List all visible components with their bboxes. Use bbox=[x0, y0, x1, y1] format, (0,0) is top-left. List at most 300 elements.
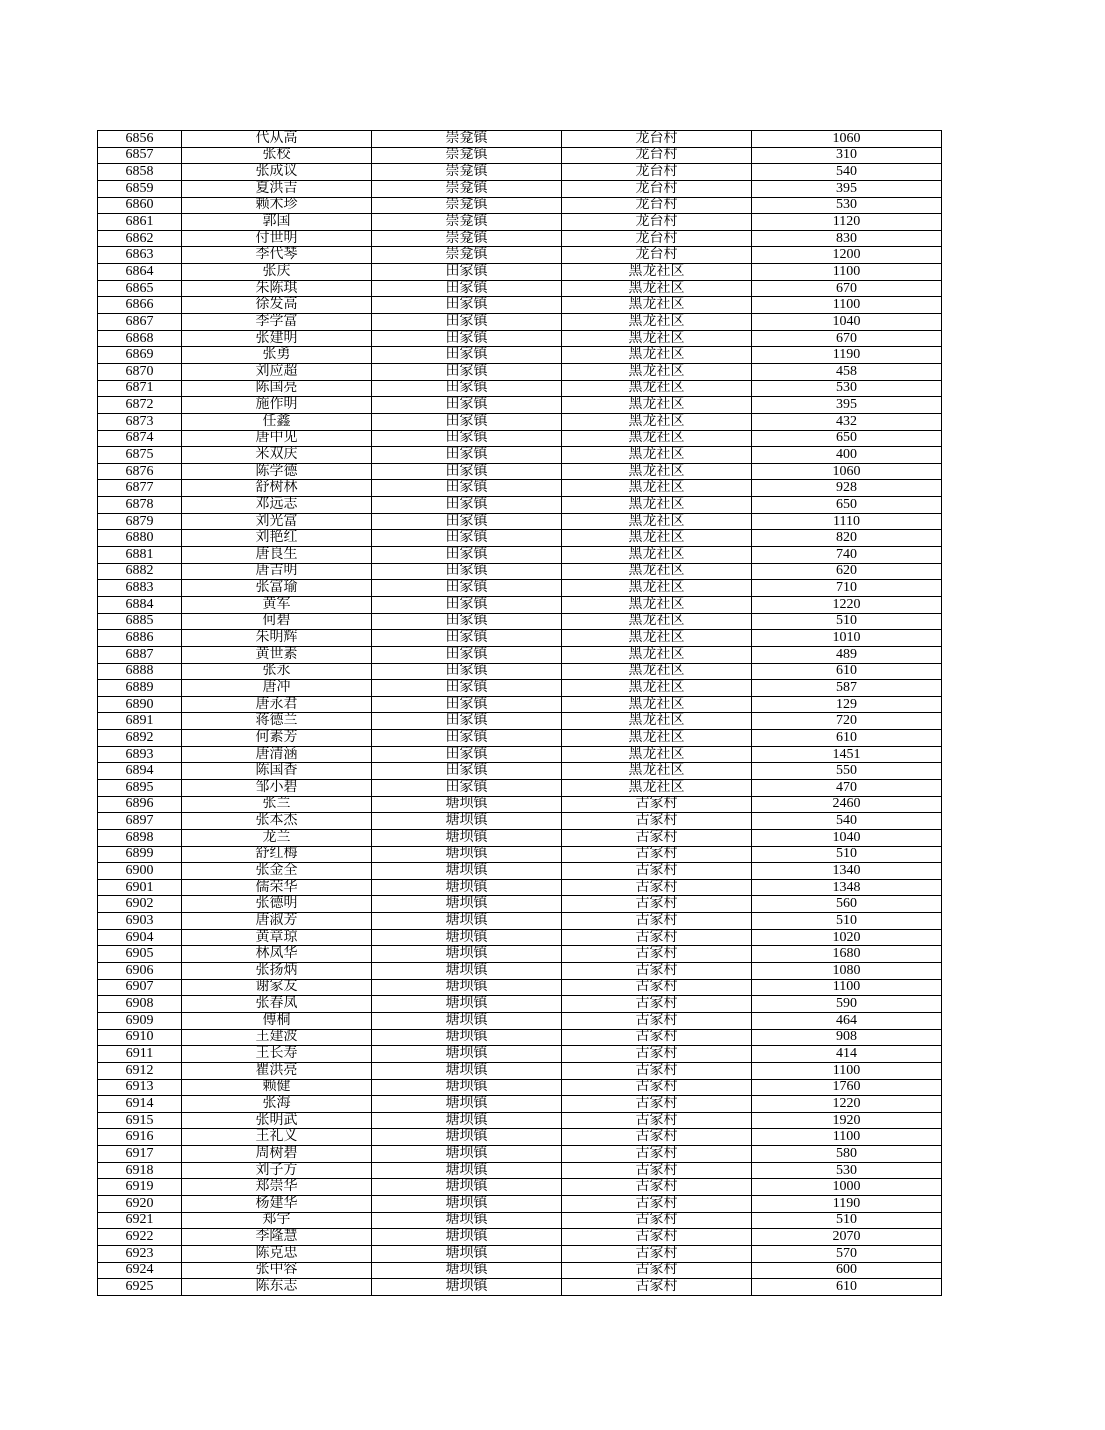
cell-name: 郑宇 bbox=[182, 1212, 372, 1229]
cell-name: 付世明 bbox=[182, 230, 372, 247]
table-row bbox=[98, 1245, 942, 1262]
table-row bbox=[98, 879, 942, 896]
cell-index: 6862 bbox=[98, 230, 182, 247]
cell-village: 黑龙社区 bbox=[562, 363, 752, 380]
cell-town: 塘坝镇 bbox=[372, 1229, 562, 1246]
cell-village: 黑龙社区 bbox=[562, 330, 752, 347]
cell-name: 唐清涵 bbox=[182, 746, 372, 763]
table-row bbox=[98, 1146, 942, 1163]
cell-village: 古家村 bbox=[562, 1229, 752, 1246]
table-row bbox=[98, 363, 942, 380]
table-row bbox=[98, 197, 942, 214]
table-row bbox=[98, 480, 942, 497]
cell-name: 瞿洪亮 bbox=[182, 1062, 372, 1079]
cell-village: 黑龙社区 bbox=[562, 580, 752, 597]
cell-village: 古家村 bbox=[562, 913, 752, 930]
cell-index: 6925 bbox=[98, 1279, 182, 1296]
cell-amount: 1920 bbox=[752, 1112, 942, 1129]
cell-town: 田家镇 bbox=[372, 347, 562, 364]
cell-town: 田家镇 bbox=[372, 280, 562, 297]
cell-village: 黑龙社区 bbox=[562, 680, 752, 697]
cell-town: 田家镇 bbox=[372, 663, 562, 680]
cell-village: 黑龙社区 bbox=[562, 447, 752, 464]
cell-name: 夏洪吉 bbox=[182, 180, 372, 197]
cell-village: 龙台村 bbox=[562, 230, 752, 247]
cell-index: 6870 bbox=[98, 363, 182, 380]
cell-name: 黄章琼 bbox=[182, 929, 372, 946]
cell-amount: 650 bbox=[752, 430, 942, 447]
cell-amount: 1100 bbox=[752, 264, 942, 281]
cell-town: 田家镇 bbox=[372, 646, 562, 663]
cell-town: 崇龛镇 bbox=[372, 247, 562, 264]
cell-index: 6903 bbox=[98, 913, 182, 930]
cell-village: 古家村 bbox=[562, 1062, 752, 1079]
cell-amount: 458 bbox=[752, 363, 942, 380]
cell-village: 古家村 bbox=[562, 1112, 752, 1129]
cell-index: 6858 bbox=[98, 164, 182, 181]
cell-index: 6917 bbox=[98, 1146, 182, 1163]
cell-village: 黑龙社区 bbox=[562, 696, 752, 713]
table-row bbox=[98, 696, 942, 713]
cell-amount: 600 bbox=[752, 1262, 942, 1279]
table-row bbox=[98, 230, 942, 247]
cell-name: 朱陈琪 bbox=[182, 280, 372, 297]
cell-index: 6871 bbox=[98, 380, 182, 397]
cell-name: 张庆 bbox=[182, 264, 372, 281]
table-row bbox=[98, 1012, 942, 1029]
cell-village: 黑龙社区 bbox=[562, 547, 752, 564]
cell-town: 田家镇 bbox=[372, 680, 562, 697]
cell-amount: 550 bbox=[752, 763, 942, 780]
cell-amount: 610 bbox=[752, 730, 942, 747]
cell-village: 古家村 bbox=[562, 896, 752, 913]
cell-village: 黑龙社区 bbox=[562, 463, 752, 480]
cell-name: 王长寿 bbox=[182, 1046, 372, 1063]
cell-name: 邹小碧 bbox=[182, 779, 372, 796]
table-row bbox=[98, 630, 942, 647]
cell-amount: 650 bbox=[752, 497, 942, 514]
cell-town: 塘坝镇 bbox=[372, 996, 562, 1013]
table-row bbox=[98, 1196, 942, 1213]
cell-town: 田家镇 bbox=[372, 547, 562, 564]
cell-amount: 1100 bbox=[752, 979, 942, 996]
cell-name: 米双庆 bbox=[182, 447, 372, 464]
cell-village: 古家村 bbox=[562, 1179, 752, 1196]
cell-index: 6896 bbox=[98, 796, 182, 813]
cell-index: 6879 bbox=[98, 513, 182, 530]
table-row bbox=[98, 1029, 942, 1046]
cell-name: 唐中见 bbox=[182, 430, 372, 447]
table-row bbox=[98, 280, 942, 297]
cell-village: 古家村 bbox=[562, 1046, 752, 1063]
cell-amount: 510 bbox=[752, 846, 942, 863]
cell-name: 唐冲 bbox=[182, 680, 372, 697]
cell-name: 张富瑜 bbox=[182, 580, 372, 597]
cell-index: 6901 bbox=[98, 879, 182, 896]
cell-amount: 560 bbox=[752, 896, 942, 913]
cell-name: 赖术珍 bbox=[182, 197, 372, 214]
cell-amount: 2460 bbox=[752, 796, 942, 813]
cell-village: 龙台村 bbox=[562, 214, 752, 231]
cell-amount: 510 bbox=[752, 613, 942, 630]
cell-village: 古家村 bbox=[562, 963, 752, 980]
cell-village: 古家村 bbox=[562, 863, 752, 880]
cell-index: 6864 bbox=[98, 264, 182, 281]
cell-town: 田家镇 bbox=[372, 297, 562, 314]
cell-name: 张兰 bbox=[182, 796, 372, 813]
cell-village: 古家村 bbox=[562, 1096, 752, 1113]
cell-name: 李隆慧 bbox=[182, 1229, 372, 1246]
cell-amount: 540 bbox=[752, 164, 942, 181]
cell-name: 唐永君 bbox=[182, 696, 372, 713]
cell-town: 塘坝镇 bbox=[372, 1129, 562, 1146]
table-row bbox=[98, 979, 942, 996]
table-row bbox=[98, 214, 942, 231]
cell-name: 陈学德 bbox=[182, 463, 372, 480]
cell-village: 古家村 bbox=[562, 1029, 752, 1046]
cell-name: 徐发高 bbox=[182, 297, 372, 314]
cell-index: 6873 bbox=[98, 413, 182, 430]
cell-name: 张扬炳 bbox=[182, 963, 372, 980]
cell-village: 黑龙社区 bbox=[562, 513, 752, 530]
cell-name: 舒红梅 bbox=[182, 846, 372, 863]
cell-amount: 464 bbox=[752, 1012, 942, 1029]
cell-name: 张成议 bbox=[182, 164, 372, 181]
cell-name: 王礼义 bbox=[182, 1129, 372, 1146]
cell-index: 6897 bbox=[98, 813, 182, 830]
cell-village: 古家村 bbox=[562, 813, 752, 830]
table-row bbox=[98, 1079, 942, 1096]
cell-amount: 1190 bbox=[752, 347, 942, 364]
cell-name: 张明武 bbox=[182, 1112, 372, 1129]
cell-index: 6905 bbox=[98, 946, 182, 963]
cell-name: 刘应超 bbox=[182, 363, 372, 380]
cell-index: 6891 bbox=[98, 713, 182, 730]
cell-amount: 720 bbox=[752, 713, 942, 730]
cell-index: 6872 bbox=[98, 397, 182, 414]
cell-town: 塘坝镇 bbox=[372, 796, 562, 813]
cell-village: 黑龙社区 bbox=[562, 314, 752, 331]
cell-town: 崇龛镇 bbox=[372, 197, 562, 214]
cell-town: 塘坝镇 bbox=[372, 863, 562, 880]
cell-village: 龙台村 bbox=[562, 247, 752, 264]
cell-town: 塘坝镇 bbox=[372, 913, 562, 930]
table-row bbox=[98, 829, 942, 846]
cell-village: 黑龙社区 bbox=[562, 347, 752, 364]
cell-name: 陈国香 bbox=[182, 763, 372, 780]
cell-village: 古家村 bbox=[562, 979, 752, 996]
table-row bbox=[98, 946, 942, 963]
cell-town: 田家镇 bbox=[372, 580, 562, 597]
cell-village: 古家村 bbox=[562, 1245, 752, 1262]
table-row bbox=[98, 1229, 942, 1246]
table-row bbox=[98, 1046, 942, 1063]
cell-index: 6893 bbox=[98, 746, 182, 763]
table-row bbox=[98, 1179, 942, 1196]
cell-amount: 395 bbox=[752, 397, 942, 414]
cell-index: 6868 bbox=[98, 330, 182, 347]
cell-index: 6899 bbox=[98, 846, 182, 863]
cell-index: 6922 bbox=[98, 1229, 182, 1246]
table-row bbox=[98, 613, 942, 630]
cell-village: 古家村 bbox=[562, 879, 752, 896]
cell-amount: 510 bbox=[752, 1212, 942, 1229]
cell-amount: 510 bbox=[752, 913, 942, 930]
cell-village: 古家村 bbox=[562, 1162, 752, 1179]
cell-index: 6859 bbox=[98, 180, 182, 197]
cell-index: 6890 bbox=[98, 696, 182, 713]
cell-index: 6911 bbox=[98, 1046, 182, 1063]
cell-index: 6892 bbox=[98, 730, 182, 747]
cell-town: 田家镇 bbox=[372, 314, 562, 331]
cell-village: 黑龙社区 bbox=[562, 280, 752, 297]
cell-amount: 587 bbox=[752, 680, 942, 697]
cell-village: 古家村 bbox=[562, 1146, 752, 1163]
cell-amount: 1451 bbox=[752, 746, 942, 763]
cell-town: 田家镇 bbox=[372, 480, 562, 497]
cell-town: 田家镇 bbox=[372, 613, 562, 630]
cell-index: 6856 bbox=[98, 131, 182, 148]
cell-name: 张海 bbox=[182, 1096, 372, 1113]
cell-name: 郑崇华 bbox=[182, 1179, 372, 1196]
cell-amount: 580 bbox=[752, 1146, 942, 1163]
table-row bbox=[98, 929, 942, 946]
cell-index: 6857 bbox=[98, 147, 182, 164]
cell-town: 塘坝镇 bbox=[372, 1279, 562, 1296]
cell-index: 6887 bbox=[98, 646, 182, 663]
table-row bbox=[98, 497, 942, 514]
cell-name: 杨建华 bbox=[182, 1196, 372, 1213]
cell-amount: 1348 bbox=[752, 879, 942, 896]
cell-town: 塘坝镇 bbox=[372, 829, 562, 846]
cell-amount: 1110 bbox=[752, 513, 942, 530]
cell-village: 古家村 bbox=[562, 829, 752, 846]
cell-index: 6889 bbox=[98, 680, 182, 697]
cell-town: 崇龛镇 bbox=[372, 164, 562, 181]
cell-town: 塘坝镇 bbox=[372, 1112, 562, 1129]
cell-name: 刘光富 bbox=[182, 513, 372, 530]
cell-village: 古家村 bbox=[562, 1262, 752, 1279]
table-row bbox=[98, 297, 942, 314]
cell-amount: 2070 bbox=[752, 1229, 942, 1246]
cell-village: 古家村 bbox=[562, 1129, 752, 1146]
cell-amount: 1220 bbox=[752, 596, 942, 613]
cell-name: 陈国亮 bbox=[182, 380, 372, 397]
cell-town: 崇龛镇 bbox=[372, 214, 562, 231]
cell-name: 唐吉明 bbox=[182, 563, 372, 580]
cell-index: 6885 bbox=[98, 613, 182, 630]
cell-name: 张本杰 bbox=[182, 813, 372, 830]
cell-village: 古家村 bbox=[562, 996, 752, 1013]
cell-village: 黑龙社区 bbox=[562, 730, 752, 747]
table-row bbox=[98, 796, 942, 813]
cell-name: 刘子方 bbox=[182, 1162, 372, 1179]
cell-index: 6869 bbox=[98, 347, 182, 364]
table-row bbox=[98, 463, 942, 480]
cell-index: 6878 bbox=[98, 497, 182, 514]
data-table bbox=[97, 130, 942, 1296]
cell-village: 古家村 bbox=[562, 1012, 752, 1029]
table-row bbox=[98, 963, 942, 980]
cell-town: 塘坝镇 bbox=[372, 1029, 562, 1046]
table-row bbox=[98, 397, 942, 414]
cell-amount: 414 bbox=[752, 1046, 942, 1063]
cell-amount: 129 bbox=[752, 696, 942, 713]
cell-index: 6919 bbox=[98, 1179, 182, 1196]
cell-name: 陈东志 bbox=[182, 1279, 372, 1296]
table-row bbox=[98, 563, 942, 580]
cell-town: 田家镇 bbox=[372, 696, 562, 713]
cell-village: 龙台村 bbox=[562, 180, 752, 197]
cell-index: 6909 bbox=[98, 1012, 182, 1029]
cell-town: 塘坝镇 bbox=[372, 963, 562, 980]
cell-name: 刘艳红 bbox=[182, 530, 372, 547]
cell-name: 张金全 bbox=[182, 863, 372, 880]
cell-index: 6920 bbox=[98, 1196, 182, 1213]
cell-index: 6865 bbox=[98, 280, 182, 297]
cell-index: 6913 bbox=[98, 1079, 182, 1096]
cell-name: 代从高 bbox=[182, 131, 372, 148]
cell-index: 6863 bbox=[98, 247, 182, 264]
cell-amount: 310 bbox=[752, 147, 942, 164]
table-row bbox=[98, 1062, 942, 1079]
cell-amount: 1120 bbox=[752, 214, 942, 231]
cell-name: 林凤华 bbox=[182, 946, 372, 963]
cell-index: 6880 bbox=[98, 530, 182, 547]
cell-town: 崇龛镇 bbox=[372, 180, 562, 197]
cell-name: 邓远志 bbox=[182, 497, 372, 514]
cell-town: 塘坝镇 bbox=[372, 946, 562, 963]
cell-amount: 540 bbox=[752, 813, 942, 830]
cell-name: 唐良生 bbox=[182, 547, 372, 564]
cell-town: 田家镇 bbox=[372, 730, 562, 747]
table-row bbox=[98, 1096, 942, 1113]
cell-name: 任鑫 bbox=[182, 413, 372, 430]
cell-town: 塘坝镇 bbox=[372, 1096, 562, 1113]
cell-name: 舒树林 bbox=[182, 480, 372, 497]
table-row bbox=[98, 547, 942, 564]
cell-index: 6900 bbox=[98, 863, 182, 880]
cell-name: 郭国 bbox=[182, 214, 372, 231]
cell-town: 田家镇 bbox=[372, 530, 562, 547]
cell-name: 赖健 bbox=[182, 1079, 372, 1096]
cell-amount: 1100 bbox=[752, 1129, 942, 1146]
cell-town: 田家镇 bbox=[372, 330, 562, 347]
cell-amount: 530 bbox=[752, 1162, 942, 1179]
cell-village: 黑龙社区 bbox=[562, 663, 752, 680]
cell-town: 崇龛镇 bbox=[372, 131, 562, 148]
cell-name: 何碧 bbox=[182, 613, 372, 630]
table-row bbox=[98, 430, 942, 447]
cell-amount: 1040 bbox=[752, 314, 942, 331]
cell-amount: 1100 bbox=[752, 297, 942, 314]
cell-town: 田家镇 bbox=[372, 497, 562, 514]
cell-village: 黑龙社区 bbox=[562, 413, 752, 430]
table-row bbox=[98, 147, 942, 164]
cell-town: 田家镇 bbox=[372, 713, 562, 730]
cell-name: 陈克忠 bbox=[182, 1245, 372, 1262]
cell-town: 塘坝镇 bbox=[372, 1245, 562, 1262]
cell-village: 古家村 bbox=[562, 929, 752, 946]
cell-index: 6923 bbox=[98, 1245, 182, 1262]
cell-name: 李代琴 bbox=[182, 247, 372, 264]
cell-name: 张德明 bbox=[182, 896, 372, 913]
cell-index: 6921 bbox=[98, 1212, 182, 1229]
cell-village: 古家村 bbox=[562, 846, 752, 863]
cell-town: 塘坝镇 bbox=[372, 1062, 562, 1079]
cell-village: 黑龙社区 bbox=[562, 297, 752, 314]
cell-index: 6914 bbox=[98, 1096, 182, 1113]
cell-name: 儒荣华 bbox=[182, 879, 372, 896]
table-row bbox=[98, 663, 942, 680]
cell-town: 田家镇 bbox=[372, 413, 562, 430]
cell-town: 田家镇 bbox=[372, 380, 562, 397]
cell-name: 张永 bbox=[182, 663, 372, 680]
cell-index: 6888 bbox=[98, 663, 182, 680]
cell-village: 黑龙社区 bbox=[562, 397, 752, 414]
cell-village: 古家村 bbox=[562, 946, 752, 963]
cell-amount: 489 bbox=[752, 646, 942, 663]
cell-amount: 610 bbox=[752, 1279, 942, 1296]
cell-town: 崇龛镇 bbox=[372, 230, 562, 247]
cell-name: 张勇 bbox=[182, 347, 372, 364]
cell-town: 田家镇 bbox=[372, 630, 562, 647]
table-row bbox=[98, 180, 942, 197]
cell-amount: 530 bbox=[752, 197, 942, 214]
cell-index: 6877 bbox=[98, 480, 182, 497]
table-row bbox=[98, 513, 942, 530]
cell-town: 田家镇 bbox=[372, 513, 562, 530]
cell-village: 龙台村 bbox=[562, 164, 752, 181]
cell-name: 张建明 bbox=[182, 330, 372, 347]
cell-village: 古家村 bbox=[562, 796, 752, 813]
cell-town: 塘坝镇 bbox=[372, 879, 562, 896]
cell-village: 黑龙社区 bbox=[562, 497, 752, 514]
cell-name: 龙兰 bbox=[182, 829, 372, 846]
cell-name: 张春凤 bbox=[182, 996, 372, 1013]
table-row bbox=[98, 1162, 942, 1179]
cell-town: 田家镇 bbox=[372, 563, 562, 580]
table-row bbox=[98, 164, 942, 181]
cell-amount: 1200 bbox=[752, 247, 942, 264]
cell-name: 何素芳 bbox=[182, 730, 372, 747]
cell-amount: 530 bbox=[752, 380, 942, 397]
cell-village: 黑龙社区 bbox=[562, 264, 752, 281]
cell-town: 塘坝镇 bbox=[372, 1212, 562, 1229]
cell-amount: 1060 bbox=[752, 463, 942, 480]
table-row bbox=[98, 680, 942, 697]
table-row bbox=[98, 996, 942, 1013]
cell-town: 田家镇 bbox=[372, 746, 562, 763]
cell-amount: 1760 bbox=[752, 1079, 942, 1096]
cell-name: 唐淑芳 bbox=[182, 913, 372, 930]
cell-index: 6883 bbox=[98, 580, 182, 597]
cell-index: 6898 bbox=[98, 829, 182, 846]
table-row bbox=[98, 1112, 942, 1129]
cell-index: 6904 bbox=[98, 929, 182, 946]
table-row bbox=[98, 347, 942, 364]
cell-amount: 1040 bbox=[752, 829, 942, 846]
table-row bbox=[98, 1262, 942, 1279]
table-row bbox=[98, 264, 942, 281]
cell-index: 6884 bbox=[98, 596, 182, 613]
cell-village: 古家村 bbox=[562, 1212, 752, 1229]
cell-village: 古家村 bbox=[562, 1196, 752, 1213]
table-row bbox=[98, 1279, 942, 1296]
cell-village: 黑龙社区 bbox=[562, 763, 752, 780]
cell-amount: 395 bbox=[752, 180, 942, 197]
cell-amount: 740 bbox=[752, 547, 942, 564]
